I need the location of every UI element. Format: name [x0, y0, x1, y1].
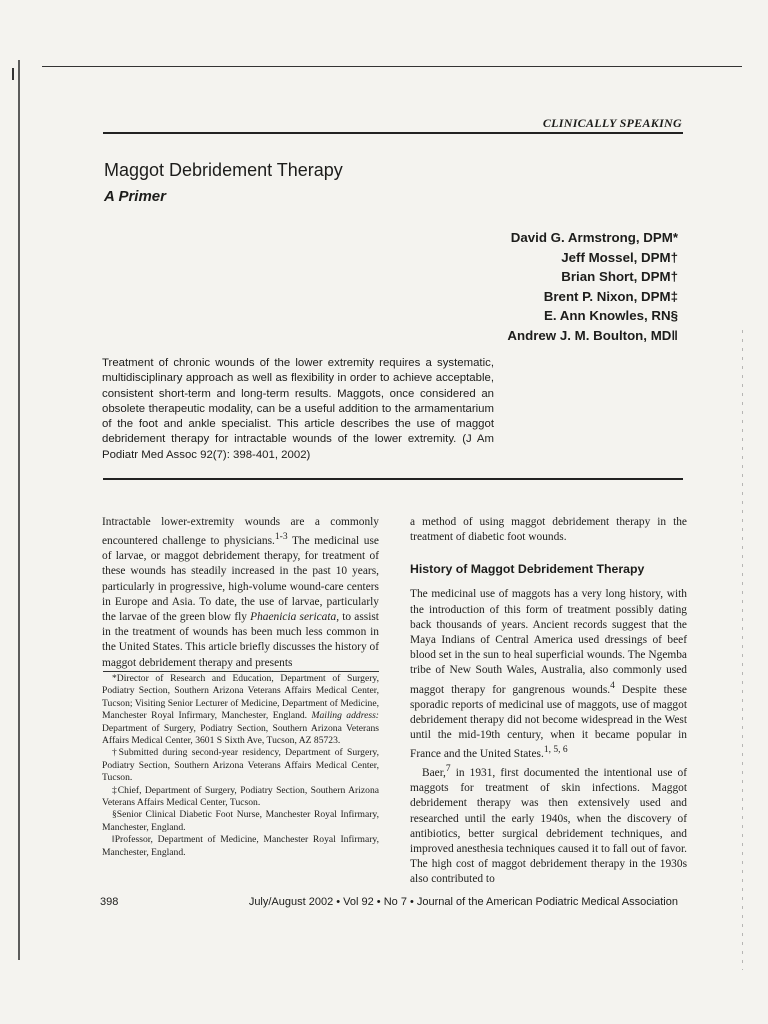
history-paragraph: The medicinal use of maggots has a very long history, with the introduction of this form of treatment possibly dating back thousands of years. Ancient records suggest that the Maya Indians of Central America used dressings of beef blood set in the sun to heal superficial wounds. The Ngemba tribe of New South Wales, Australia, also commonly used maggot therapy for gangrenous wounds.$^4$ Despite these sporadic reports of medicinal use of maggots, use of maggot debridement therapy did not become widespread in the West until the mid-19th century, when it became popular in France and the United States.$^{1, 5, 6}$ [410, 588, 687, 761]
scan-edge-left [18, 60, 20, 960]
citation-ref: 7 [445, 764, 451, 775]
author: Brent P. Nixon, DPM‡ [543, 288, 678, 304]
footnote: §Senior Clinical Diabetic Foot Nurse, Manchester Royal Infirmary, Manchester, England. [102, 809, 379, 833]
scan-mark [12, 68, 24, 80]
page-top-rule [42, 66, 742, 67]
author: Jeff Mossel, DPM† [561, 249, 678, 265]
footnote: *Director of Research and Education, Department of Surgery, Podiatry Section, Southern Arizona Veterans Affairs Medical Center, Tucson; Visiting Senior Lecturer of Medicine, Department of Medicine, Manchester Royal Infirmary, Manchester, England. Mailing address: Department of Surgery, Podiatry Section, Southern Arizona Veterans Affairs Medical Center, 3601 S Sixth Ave, Tucson, AZ 85723. [102, 673, 379, 747]
footnote: ‡Chief, Department of Surgery, Podiatry Section, Southern Arizona Veterans Affairs Medical Center, Tucson. [102, 784, 379, 809]
author: E. Ann Knowles, RN§ [544, 308, 678, 323]
body-column-left [102, 515, 379, 671]
scan-edge-right [742, 330, 743, 970]
author: Brian Short, DPM† [561, 269, 678, 284]
body-column-right [410, 515, 687, 888]
footnote: †Submitted during second-year residency, Department of Surgery, Podiatry Section, Southern Arizona Veterans Affairs Medical Center, Tucson. [102, 747, 379, 784]
section-heading: History of Maggot Debridement Therapy [410, 562, 645, 577]
footnote: ‖Professor, Department of Medicine, Manchester Royal Infirmary, Manchester, England. [102, 834, 379, 858]
abstract: Treatment of chronic wounds of the lower extremity requires a systematic, multidisciplinary approach as well as flexibility in order to achieve acceptable, consistent short-term and long-term results. Maggots, once considered an obsolete therapeutic modality, can be a useful addition to the armamentarium of the foot and ankle specialist. This article describes the use of maggot debridement therapy for intractable wounds of the lower extremity. (J Am Podiatr Med Assoc 92(7): 398-401, 2002) [102, 357, 494, 461]
species-name: Phaenicia sericata [250, 611, 337, 624]
author: Andrew J. M. Boulton, MD‖ [507, 327, 678, 343]
section-label: CLINICALLY SPEAKING [542, 116, 682, 130]
history-paragraph: Baer,$^7$ in 1931, first documented the intentional use of maggots for treatment of skin infections. Maggot debridement therapy was then extensively used and researched until the early 1940s, when the discovery of antibiotics, better surgical debridement techniques, and improved anesthesia techniques caused it to fall out of favor. The high cost of maggot debridement therapy in the 1930s also contributed to [410, 764, 687, 886]
intro-paragraph-continued: a method of using maggot debridement therapy in the treatment of diabetic foot wounds. [410, 516, 687, 544]
footnotes [102, 673, 379, 859]
author: David G. Armstrong, DPM* [510, 230, 678, 245]
citation-ref: 1-3 [274, 532, 288, 543]
article-title: Maggot Debridement Therapy [104, 160, 343, 180]
page-number: 398 [100, 896, 119, 908]
article-subtitle: A Primer [104, 188, 166, 205]
author-list [507, 228, 678, 345]
section-rule [103, 132, 683, 134]
intro-paragraph: Intractable lower-extremity wounds are a commonly encountered challenge to physicians.$^{1-3}$ The medicinal use of larvae, or maggot debridement therapy, for treatment of these wounds has steadily increased in the past 10 years, particularly in progressive, high-volume wound-care centers in Europe and Asia. To date, the use of larvae, particularly the larvae of the green blow fly Phaenicia sericata, to assist in the treatment of wounds has been much less common in the United States. This article briefly discusses the history of maggot debridement therapy and presents [102, 516, 379, 669]
citation-ref: 1, 5, 6 [543, 745, 568, 756]
citation-ref: 4 [610, 680, 615, 691]
abstract-rule [103, 478, 683, 480]
footnote-rule [103, 671, 379, 672]
journal-footer: July/August 2002 • Vol 92 • No 7 • Journal of the American Podiatric Medical Association [248, 896, 678, 908]
